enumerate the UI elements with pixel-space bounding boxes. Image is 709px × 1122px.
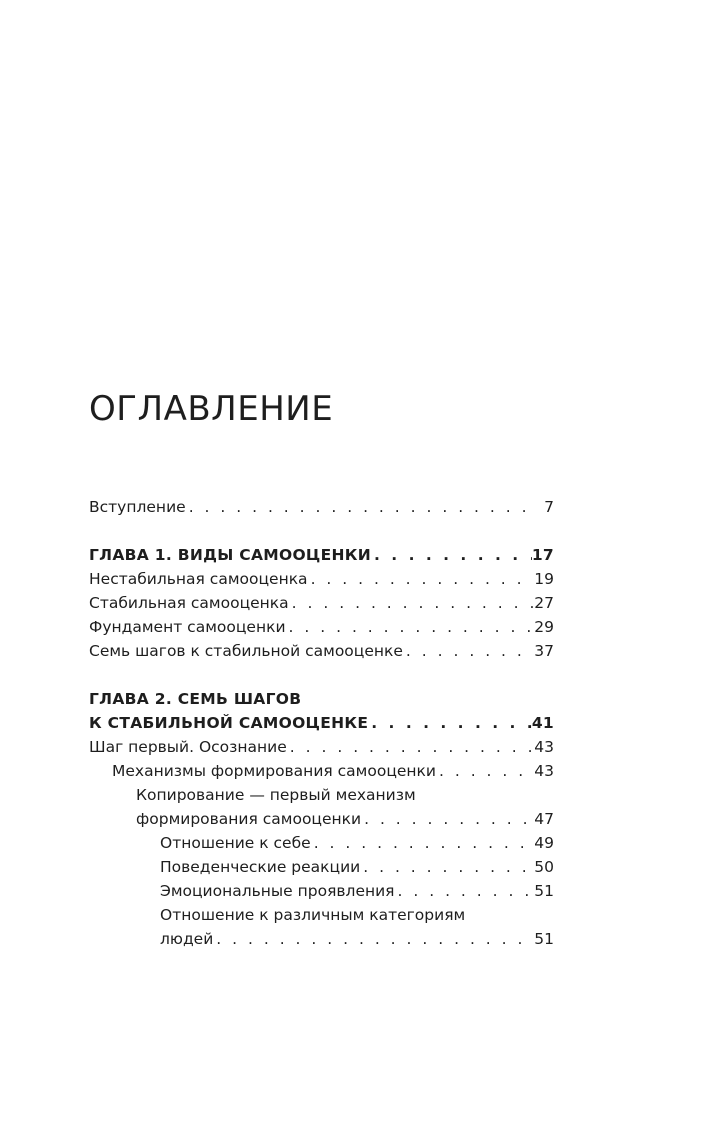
toc-page-number: 27: [534, 594, 554, 612]
dot-leader: [368, 711, 532, 735]
toc-entry-mechanisms[interactable]: [89, 759, 554, 783]
toc-page-number: 47: [534, 810, 554, 828]
toc-entry-title: Копирование — первый механизм: [136, 786, 416, 804]
toc-chapter-1[interactable]: [89, 543, 554, 567]
spacer: [89, 519, 554, 543]
toc-page-number: 49: [534, 834, 554, 852]
dot-leader: [213, 927, 534, 951]
dot-leader: [287, 735, 534, 759]
toc-entry[interactable]: [89, 615, 554, 639]
toc-entry[interactable]: [89, 591, 554, 615]
toc-chapter-title-cont: К СТАБИЛЬНОЙ САМООЦЕНКЕ: [89, 714, 369, 732]
toc-entry[interactable]: [89, 567, 554, 591]
toc-page-number: 29: [534, 618, 554, 636]
toc-page-number: 50: [534, 858, 554, 876]
toc-page-number: 43: [534, 762, 554, 780]
toc-entry-title: Отношение к себе: [160, 834, 311, 852]
toc-page-number: 43: [534, 738, 554, 756]
toc-page-number: 7: [544, 498, 554, 516]
dot-leader: [289, 591, 534, 615]
toc-entry-step-1[interactable]: [89, 735, 554, 759]
dot-leader: [436, 759, 534, 783]
toc-entry[interactable]: [89, 879, 554, 903]
toc-entry-intro[interactable]: [89, 495, 554, 519]
toc-entry-title: Фундамент самооценки: [89, 618, 286, 636]
table-of-contents: [89, 495, 554, 951]
toc-entry-categories[interactable]: [89, 903, 554, 951]
toc-entry-title: Эмоциональные проявления: [160, 882, 395, 900]
dot-leader: [371, 543, 532, 567]
toc-page-number: 19: [534, 570, 554, 588]
toc-entry-title: Шаг первый. Осознание: [89, 738, 287, 756]
dot-leader: [361, 807, 534, 831]
dot-leader: [308, 567, 534, 591]
toc-page-number: 17: [531, 546, 554, 564]
toc-entry[interactable]: [89, 831, 554, 855]
toc-chapter-2[interactable]: [89, 687, 554, 735]
dot-leader: [360, 855, 534, 879]
toc-entry-title-cont: людей: [160, 930, 214, 948]
toc-page-number: 37: [534, 642, 554, 660]
toc-entry-title-cont: формирования самооценки: [136, 810, 362, 828]
dot-leader: [311, 831, 534, 855]
dot-leader: [186, 495, 534, 519]
toc-page-number: 41: [531, 714, 554, 732]
toc-entry-title: Стабильная самооценка: [89, 594, 289, 612]
toc-entry[interactable]: [89, 639, 554, 663]
spacer: [89, 663, 554, 687]
toc-entry-title: Вступление: [89, 498, 186, 516]
dot-leader: [395, 879, 534, 903]
dot-leader: [403, 639, 534, 663]
toc-entry-title: Семь шагов к стабильной самооценке: [89, 642, 403, 660]
toc-entry-title: Отношение к различным категориям: [160, 906, 466, 924]
toc-entry-title: Поведенческие реакции: [160, 858, 361, 876]
toc-chapter-title: ГЛАВА 1. ВИДЫ САМООЦЕНКИ: [89, 546, 371, 564]
dot-leader: [286, 615, 534, 639]
toc-entry[interactable]: [89, 855, 554, 879]
toc-page-number: 51: [534, 930, 554, 948]
toc-entry-copying[interactable]: [89, 783, 554, 831]
toc-entry-title: Нестабильная самооценка: [89, 570, 308, 588]
toc-chapter-title: ГЛАВА 2. СЕМЬ ШАГОВ: [89, 690, 302, 708]
toc-page-number: 51: [534, 882, 554, 900]
toc-entry-title: Механизмы формирования самооценки: [112, 762, 436, 780]
page-title: ОГЛАВЛЕНИЕ: [89, 389, 334, 429]
